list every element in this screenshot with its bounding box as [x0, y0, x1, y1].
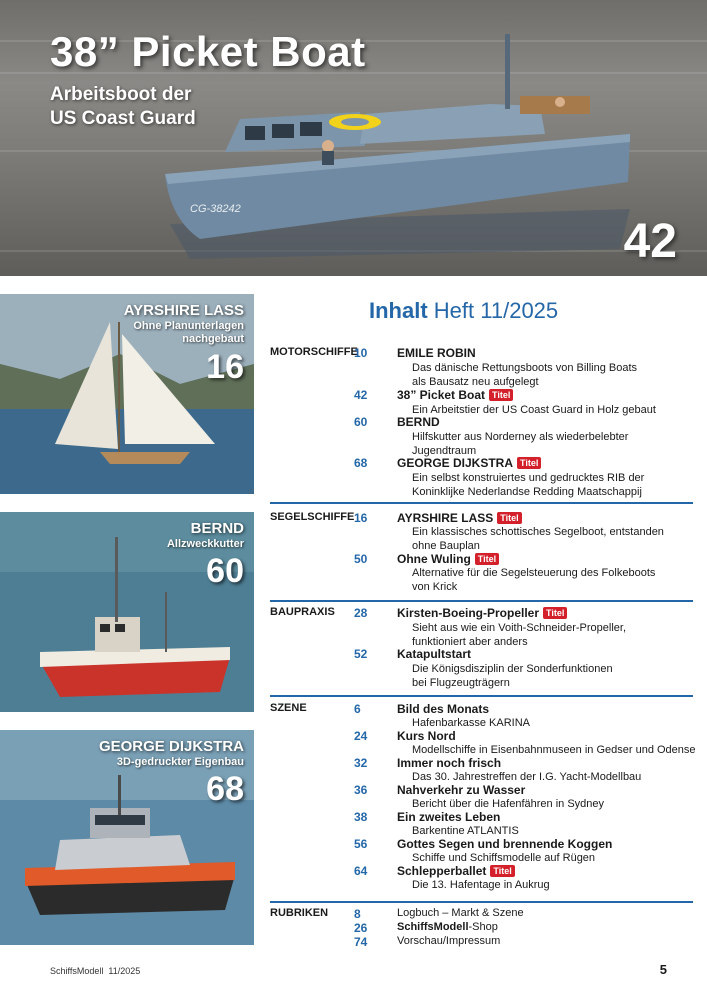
- entry-title-with-badge: [397, 388, 513, 402]
- entry-title: Katapultstart: [397, 647, 472, 661]
- entry-desc: Ein selbst konstruiertes und gedrucktes RIB der: [412, 472, 645, 484]
- entry-title: EMILE ROBIN: [397, 346, 476, 360]
- entry-page: 52: [354, 647, 368, 661]
- entry-text: [397, 921, 498, 933]
- entry-desc: Jugendtraum: [412, 445, 477, 457]
- section-rubriken: [270, 907, 693, 952]
- hero-subtitle-line2: US Coast Guard: [50, 108, 196, 129]
- entry-page: 74: [354, 935, 368, 949]
- entry-page: 28: [354, 606, 368, 620]
- entry-title: GEORGE DIJKSTRA: [397, 456, 514, 470]
- entry-page: 64: [354, 864, 368, 878]
- entry-desc: Bericht über die Hafenfähren in Sydney: [412, 798, 605, 810]
- section-divider: [270, 600, 693, 602]
- entry-title-with-badge: [397, 864, 515, 878]
- entry-desc: Koninklijke Nederlandse Redding Maatschappij: [412, 486, 642, 498]
- titel-badge: Titel: [543, 607, 567, 619]
- entry-page: 68: [354, 456, 368, 470]
- entry-page: 60: [354, 415, 368, 429]
- entry-title: Kurs Nord: [397, 729, 456, 743]
- hero-title: 38” Picket Boat: [50, 28, 366, 75]
- entry-desc: ohne Bauplan: [412, 540, 480, 552]
- section-motorschiffe: [270, 346, 693, 496]
- titel-badge: Titel: [497, 512, 521, 524]
- entry-desc: von Krick: [412, 581, 458, 593]
- entry-desc: als Bausatz neu aufgelegt: [412, 376, 539, 388]
- entry-page: 38: [354, 810, 368, 824]
- panel-title-bernd: BERND: [190, 520, 244, 537]
- entry-desc: Die 13. Hafentage in Aukrug: [412, 879, 550, 891]
- hull-marking: CG-38242: [190, 203, 241, 215]
- section-segelschiffe: [270, 511, 693, 596]
- entry-title-with-badge: [397, 552, 499, 566]
- entry-desc: bei Flugzeugträgern: [412, 677, 510, 689]
- entry-desc: Das dänische Rettungsboots von Billing Boats: [412, 362, 638, 374]
- section-szene: [270, 702, 696, 897]
- entry-text: Vorschau/Impressum: [397, 935, 501, 947]
- entry-page: 24: [354, 729, 368, 743]
- section-divider: [270, 901, 693, 903]
- panel-george-dijkstra: [0, 730, 254, 945]
- hero-page-number: 42: [623, 215, 677, 268]
- entry-title: Gottes Segen und brennende Koggen: [397, 837, 613, 851]
- section-label: RUBRIKEN: [270, 907, 329, 919]
- entry-title-with-badge: [397, 456, 541, 470]
- footer-magazine: SchiffsModell: [50, 966, 104, 976]
- panel-page-dijkstra: 68: [206, 770, 244, 808]
- footer-page-number: 5: [659, 962, 667, 977]
- shop-suffix: -Shop: [468, 921, 498, 933]
- footer-magazine-issue: [50, 966, 140, 976]
- entry-desc: funktioniert aber anders: [412, 636, 528, 648]
- footer-issue: 11/2025: [108, 966, 141, 976]
- panel-subtitle-ayrshire-1: Ohne Planunterlagen: [133, 320, 244, 332]
- entry-title: Nahverkehr zu Wasser: [397, 783, 526, 797]
- panel-subtitle-bernd: Allzweckkutter: [166, 538, 244, 550]
- entry-text: Logbuch – Markt & Szene: [397, 907, 524, 919]
- panel-title-dijkstra: GEORGE DIJKSTRA: [98, 738, 244, 755]
- panel-subtitle-ayrshire-2: nachgebaut: [182, 333, 244, 345]
- entry-desc: Modellschiffe in Eisenbahnmuseen in Gedser und Odense: [412, 744, 696, 756]
- entry-title: AYRSHIRE LASS: [397, 511, 494, 525]
- panel-bernd: [0, 512, 254, 712]
- entry-desc: Die Königsdisziplin der Sonderfunktionen: [412, 663, 613, 675]
- entry-page: 32: [354, 756, 368, 770]
- entry-page: 56: [354, 837, 368, 851]
- entry-title: Ein zweites Leben: [397, 810, 501, 824]
- shop-brand: SchiffsModell: [397, 921, 469, 933]
- section-label: SZENE: [270, 702, 307, 714]
- entry-page: 42: [354, 388, 368, 402]
- entry-desc: Schiffe und Schiffsmodelle auf Rügen: [412, 852, 596, 864]
- entry-title: BERND: [397, 415, 440, 429]
- panel-subtitle-dijkstra: 3D-gedruckter Eigenbau: [116, 756, 244, 768]
- panel-title-ayrshire: AYRSHIRE LASS: [123, 302, 244, 319]
- entry-title: Schlepperballet: [397, 864, 487, 878]
- entry-title-with-badge: [397, 511, 522, 525]
- entry-desc: Ein klassisches schottisches Segelboot, entstanden: [412, 526, 664, 538]
- hero-subtitle-line1: Arbeitsboot der: [50, 84, 192, 105]
- toc-heading-bold: Inhalt: [369, 298, 428, 323]
- entry-page: 16: [354, 511, 368, 525]
- entry-title: Bild des Monats: [397, 702, 490, 716]
- hero-image: [0, 0, 707, 276]
- section-label: BAUPRAXIS: [270, 606, 335, 618]
- titel-badge: Titel: [489, 389, 513, 401]
- entry-desc: Barkentine ATLANTIS: [412, 825, 519, 837]
- entry-title: Ohne Wuling: [397, 552, 471, 566]
- titel-badge: Titel: [490, 865, 514, 877]
- panel-page-ayrshire: 16: [206, 348, 244, 386]
- entry-desc: Alternative für die Segelsteuerung des Folkeboots: [412, 567, 656, 579]
- section-label: SEGELSCHIFFE: [270, 511, 355, 523]
- toc-heading: [369, 298, 558, 324]
- entry-title: 38” Picket Boat: [397, 388, 486, 402]
- section-divider: [270, 695, 693, 697]
- titel-badge: Titel: [475, 553, 499, 565]
- entry-desc: Hilfskutter aus Norderney als wiederbelebter: [412, 431, 629, 443]
- section-label: MOTORSCHIFFE: [270, 346, 358, 358]
- entry-page: 50: [354, 552, 368, 566]
- entry-page: 26: [354, 921, 368, 935]
- toc-heading-issue: Heft 11/2025: [433, 298, 559, 323]
- entry-page: 6: [354, 702, 361, 716]
- entry-desc: Hafenbarkasse KARINA: [412, 717, 530, 729]
- entry-page: 36: [354, 783, 368, 797]
- entry-page: 8: [354, 907, 361, 921]
- entry-title-with-badge: [397, 606, 567, 620]
- entry-desc: Das 30. Jahrestreffen der I.G. Yacht-Modellbau: [412, 771, 642, 783]
- titel-badge: Titel: [517, 457, 541, 469]
- entry-title: Kirsten-Boeing-Propeller: [397, 606, 540, 620]
- entry-desc: Ein Arbeitstier der US Coast Guard in Holz gebaut: [412, 404, 656, 416]
- panel-page-bernd: 60: [206, 552, 244, 590]
- section-divider: [270, 502, 693, 504]
- entry-page: 10: [354, 346, 368, 360]
- entry-desc: Sieht aus wie ein Voith-Schneider-Propeller,: [412, 622, 627, 634]
- entry-title: Immer noch frisch: [397, 756, 502, 770]
- section-baupraxis: [270, 606, 693, 691]
- panel-ayrshire-lass: [0, 294, 254, 494]
